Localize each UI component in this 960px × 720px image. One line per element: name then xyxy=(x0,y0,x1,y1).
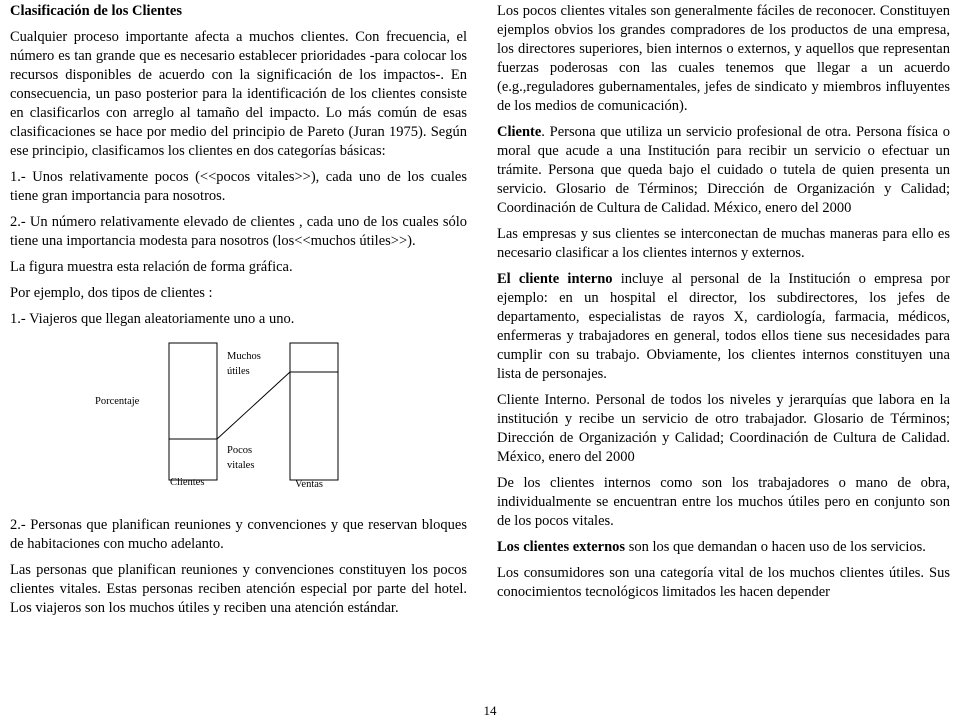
left-column xyxy=(10,2,467,625)
paragraph: 1.- Viajeros que llegan aleatoriamente uno a uno. xyxy=(10,311,295,327)
paragraph: 2.- Personas que planifican reuniones y convenciones y que reservan bloques de habitaciones con mucho adelanto. xyxy=(10,517,467,552)
clientes-label: Clientes xyxy=(170,477,205,488)
term-cliente-interno: El cliente interno xyxy=(497,271,613,287)
utiles-label: útiles xyxy=(227,366,250,377)
paragraph: La figura muestra esta relación de forma gráfica. xyxy=(10,259,293,275)
definition-text: incluye al personal de la Institución o empresa por ejemplo: en un hospital el director, los subdirectores, los jefes de departamento, especialistas de rayos X, cardiología, farmacia, médicos, enfermeras y trabajadores en general, todos ellos tiene sus necesidades para cumplir con su trabajo. Obviamente, los clientes internos constituyen una lista de personajes. xyxy=(497,271,950,382)
definition-text: . Persona que utiliza un servicio profesional de otra. Persona física o moral que acude a una Institución para recibir un servicio o efectuar un trámite. Persona que queda bajo el cuidado o tutela de quien presenta un servicio. Glosario de Términos; Dirección de Organización y Calidad; Coordinación de Cultura de Calidad. México, enero del 2000 xyxy=(497,124,950,216)
pocos-label: Pocos xyxy=(227,445,253,456)
clientes-bar xyxy=(169,343,217,480)
paragraph: Los pocos clientes vitales son generalmente fáciles de reconocer. Constituyen ejemplos obvios los grandes compradores de los productos de una empresa, los directores superiores, bien internos o externos, y aquellos que representan fuerzas poderosas con las cuales tenemos que llegar a un acuerdo (e.g.,reguladores gubernamentales, jefes de sindicato y miembros influyentes de los medios de comunicación). xyxy=(497,3,950,114)
page-number: 14 xyxy=(483,703,497,718)
definition-text: son los que demandan o hacen uso de los servicios. xyxy=(625,539,926,555)
paragraph: Cliente Interno. Personal de todos los niveles y jerarquías que labora en la institución y recibe un servicio de otro trabajador. Glosario de Términos; Dirección de Organización y Calidad; Coordinación de Cultura de Calidad. México, enero del 2000 xyxy=(497,392,950,465)
paragraph: Por ejemplo, dos tipos de clientes : xyxy=(10,285,213,301)
term-cliente: Cliente xyxy=(497,124,542,140)
pareto-figure xyxy=(10,336,467,506)
paragraph: Las empresas y sus clientes se interconectan de muchas maneras para ello es necesario clasificar a los clientes internos y externos. xyxy=(497,226,950,261)
connector-line xyxy=(217,372,290,439)
term-clientes-externos: Los clientes externos xyxy=(497,539,626,555)
paragraph: Las personas que planifican reuniones y convenciones constituyen los pocos clientes vitales. Estas personas reciben atención especial por parte del hotel. Los viajeros son los muchos útiles y reciben una atención estándar. xyxy=(10,562,467,616)
paragraph xyxy=(497,123,950,218)
section-heading: Clasificación de los Clientes xyxy=(10,3,182,19)
ventas-bar xyxy=(290,343,338,480)
paragraph: 1.- Unos relativamente pocos (<<pocos vitales>>), cada uno de los cuales tiene gran importancia para nosotros. xyxy=(10,169,467,204)
porcentaje-label: Porcentaje xyxy=(95,396,140,407)
paragraph: Cualquier proceso importante afecta a muchos clientes. Con frecuencia, el número es tan grande que es necesario establecer prioridades -para colocar los recursos disponibles de acuerdo con la significación de los impactos-. En consecuencia, un paso posterior para la identificación de los clientes consiste en clasificarlos con arreglo al tamaño del impacto. Lo más común de esas clasificaciones se hace por medio del principio de Pareto (Juran 1975). Según ese principio, clasificamos los clientes en dos categorías básicas: xyxy=(10,29,467,159)
ventas-label: Ventas xyxy=(295,479,323,490)
paragraph: Los consumidores son una categoría vital de los muchos clientes útiles. Sus conocimientos tecnológicos limitados les hacen depender xyxy=(497,565,950,600)
paragraph xyxy=(497,270,950,384)
right-column xyxy=(497,2,950,609)
pareto-diagram xyxy=(10,336,467,506)
muchos-label: Muchos xyxy=(227,351,261,362)
paragraph: 2.- Un número relativamente elevado de clientes , cada uno de los cuales sólo tiene una importancia modesta para nosotros (los<<muchos útiles>>). xyxy=(10,214,467,249)
vitales-label: vitales xyxy=(227,460,255,471)
paragraph: De los clientes internos como son los trabajadores o mano de obra, individualmente se encuentran entre los muchos útiles pero en conjunto son de los pocos vitales. xyxy=(497,475,950,529)
paragraph xyxy=(497,538,950,557)
